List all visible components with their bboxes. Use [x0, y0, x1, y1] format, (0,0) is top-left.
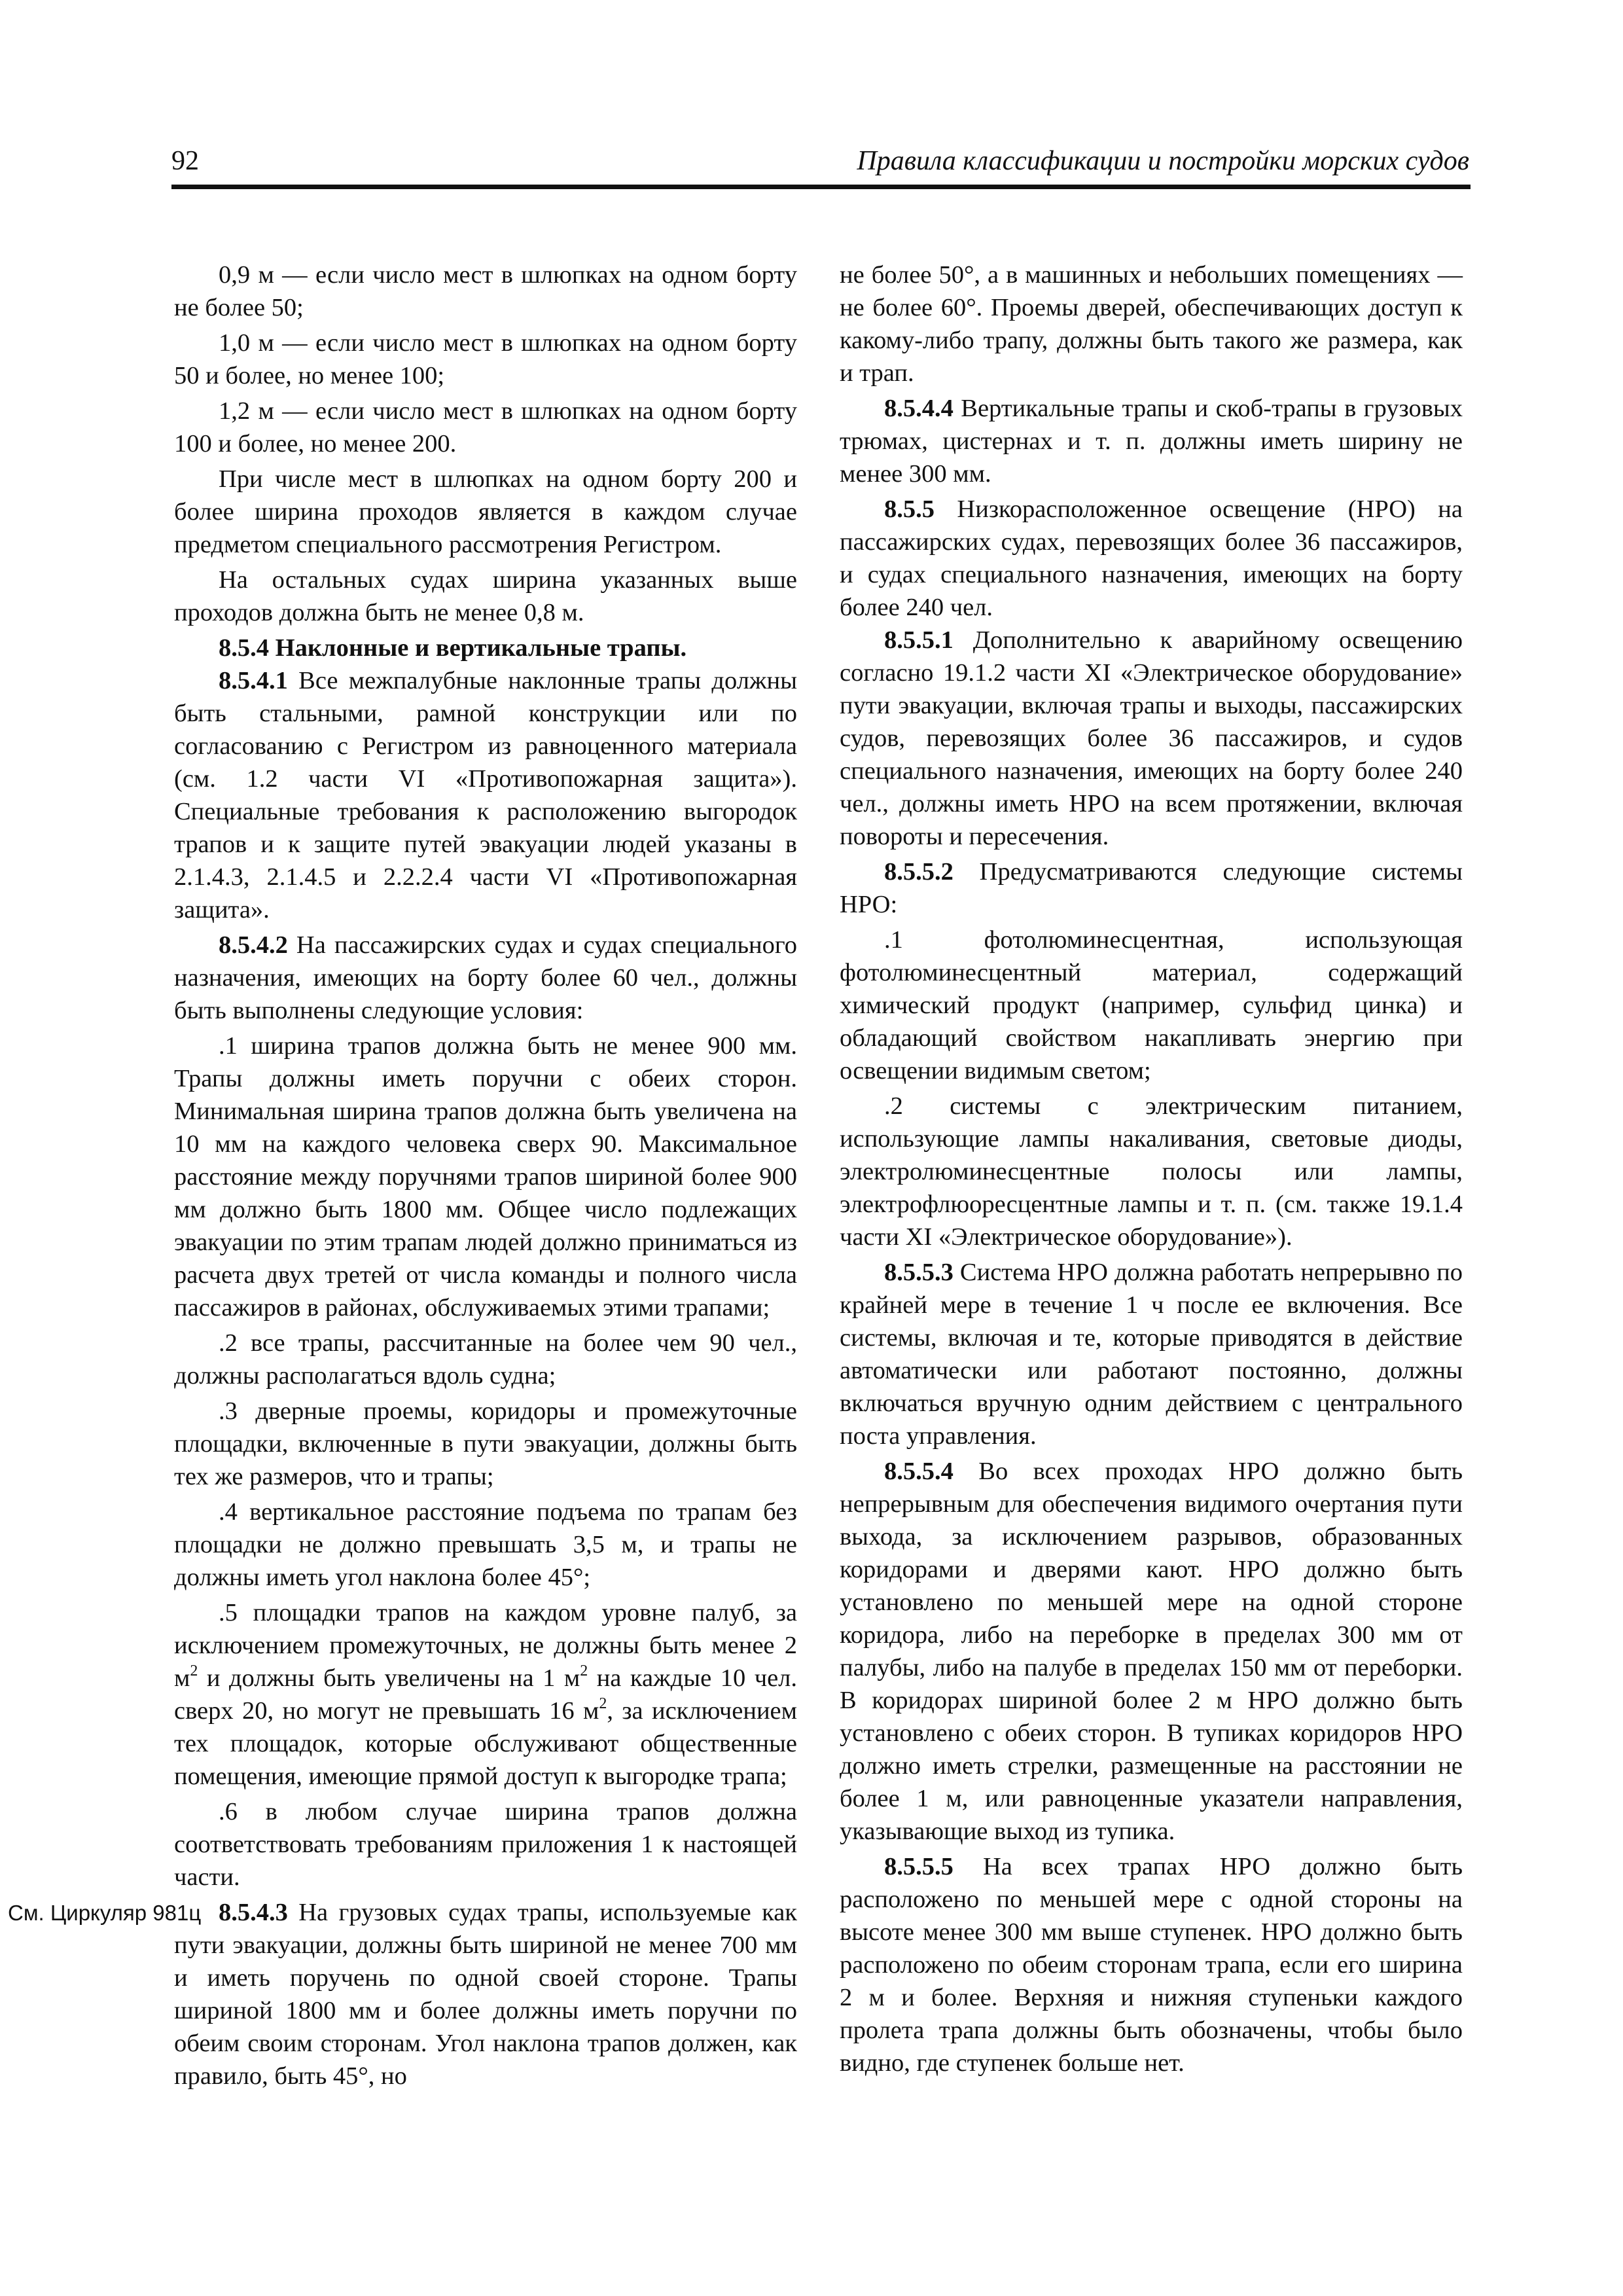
clause-number: 8.5.5.1: [884, 626, 954, 654]
clause-8-5-5-1: [840, 624, 1463, 853]
section-number: 8.5.4: [219, 634, 269, 662]
paragraph: 1,2 м — если число мест в шлюпках на одном борту 100 и более, но менее 200.: [174, 397, 797, 457]
clause-8-5-4-1: [174, 664, 797, 926]
clause-number: 8.5.5.5: [884, 1853, 954, 1880]
list-item: .4 вертикальное расстояние подъема по трапам без площадки не должно превышать 3,5 м, и трапы не должны иметь угол наклона более 45°;: [174, 1498, 797, 1591]
clause-number: 8.5.5.3: [884, 1259, 954, 1286]
clause-number: 8.5.5.2: [884, 858, 954, 886]
clause-text: На всех трапах НРО должно быть расположено по меньшей мере с одной стороны на высоте менее 300 мм выше ступенек. НРО должно быть расположено по обеим сторонам трапа, если его ширина 2 м и более. Верхняя и нижняя ступеньки каждого пролета трапа должны быть обозначены, чтобы было видно, где ступенек больше нет.: [840, 1853, 1463, 2077]
clause-number: 8.5.4.3: [219, 1899, 288, 1926]
clause-text: Дополнительно к аварийному освещению согласно 19.1.2 части XI «Электрическое оборудование» пути эвакуации, включая трапы и выходы, пассажирских судов, перевозящих более 36 пассажиров, и судов специального назначения, имеющих на борту более 240 чел., должны иметь НРО на всем протяжении, включая повороты и пересечения.: [840, 626, 1463, 850]
section-heading-8-5-5: [840, 493, 1463, 624]
list-item-text: и должны быть увеличены на 1 м: [198, 1664, 580, 1692]
section-title: Низкорасположенное освещение (НРО) на пассажирских судах, перевозящих более 36 пассажиров, и судах специального назначения, имеющих на борту более 240 чел.: [840, 495, 1463, 621]
paragraph: 0,9 м — если число мест в шлюпках на одном борту не более 50;: [174, 261, 797, 321]
clause-8-5-5-4: [840, 1455, 1463, 1848]
left-column: [174, 259, 797, 2095]
list-item: .6 в любом случае ширина трапов должна соответствовать требованиям приложения 1 к настоящей части.: [174, 1798, 797, 1891]
superscript: 2: [190, 1662, 198, 1679]
paragraph-continuation: не более 50°, а в машинных и небольших помещениях — не более 60°. Проемы дверей, обеспечивающих доступ к какому-либо трапу, должны быть такого же размера, как и трап.: [840, 261, 1463, 387]
clause-8-5-4-4: [840, 392, 1463, 490]
clause-number: 8.5.4.2: [219, 931, 288, 959]
page-header: [171, 145, 1471, 189]
list-item-text: , за исключением тех площадок, которые обслуживают общественные помещения, имеющие прямой доступ к выгородке трапа;: [174, 1697, 797, 1790]
clause-8-5-4-2: [174, 929, 797, 1027]
clause-number: 8.5.5.4: [884, 1458, 954, 1485]
clause-8-5-5-5: [840, 1850, 1463, 2079]
right-column: [840, 259, 1463, 2082]
section-heading-8-5-4: [174, 632, 797, 664]
list-item: .1 ширина трапов должна быть не менее 900 мм. Трапы должны иметь поручни с обеих сторон. Минимальная ширина трапов должна быть увеличена на 10 мм на каждого человека сверх 90. Максимальное расстояние между поручнями трапов шириной более 900 мм должно быть 1800 мм. Общее число подлежащих эвакуации по этим трапам людей должно приниматься из расчета двух третей от числа команды и полного числа пассажиров в районах, обслуживаемых этими трапами;: [174, 1032, 797, 1321]
clause-text: Предусматриваются следующие системы НРО:: [840, 858, 1463, 918]
clause-text: Во всех проходах НРО должно быть непрерывным для обеспечения видимого очертания пути выхода, за исключением разрывов, образованных коридорами и дверями кают. НРО должно быть установлено по меньшей мере на одной стороне коридора, либо на переборке в пределах 300 мм от палубы, либо на палубе в пределах 150 мм от переборки. В коридорах шириной более 2 м НРО должно быть установлено с обеих сторон. В тупиках коридоров НРО должно иметь стрелки, размещенные на расстоянии не более 1 м, или равноценные указатели направления, указывающие выход из тупика.: [840, 1458, 1463, 1845]
list-item: .2 системы с электрическим питанием, использующие лампы накаливания, световые диоды, электролюминесцентные полосы или лампы, электрофлюоресцентные лампы и т. п. (см. также 19.1.4 части XI «Электрическое оборудование»).: [840, 1092, 1463, 1251]
list-item: [174, 1596, 797, 1793]
clause-number: 8.5.4.1: [219, 667, 288, 694]
list-item: .2 все трапы, рассчитанные на более чем 90 чел., должны располагаться вдоль судна;: [174, 1329, 797, 1390]
clause-8-5-5-3: [840, 1256, 1463, 1452]
list-item: .1 фотолюминесцентная, использующая фотолюминесцентный материал, содержащий химический продукт (например, сульфид цинка) и обладающий свойством накапливать энергию при освещении видимым светом;: [840, 926, 1463, 1085]
list-item-text: на каждые 10 чел. сверх 20, но могут не превышать 16 м: [174, 1664, 797, 1725]
superscript: 2: [599, 1695, 607, 1712]
paragraph: При числе мест в шлюпках на одном борту 200 и более ширина проходов является в каждом случае предметом специального рассмотрения Регистром.: [174, 465, 797, 558]
clause-text: На грузовых судах трапы, используемые как пути эвакуации, должны быть шириной не менее 700 мм и иметь поручень по одной своей стороне. Трапы шириной 1800 мм и более должны иметь поручни по обеим своим сторонам. Угол наклона трапов должен, как правило, быть 45°, но: [174, 1899, 797, 2090]
list-item: .3 дверные проемы, коридоры и промежуточные площадки, включенные в пути эвакуации, должны быть тех же размеров, что и трапы;: [174, 1397, 797, 1490]
paragraph: 1,0 м — если число мест в шлюпках на одном борту 50 и более, но менее 100;: [174, 329, 797, 389]
clause-text: Система НРО должна работать непрерывно по крайней мере в течение 1 ч после ее включения. Все системы, включая и те, которые приводятся в действие автоматически или работают постоянно, должны включаться вручную одним действием с центрального поста управления.: [840, 1259, 1463, 1450]
page-number: 92: [171, 146, 199, 176]
paragraph: На остальных судах ширина указанных выше проходов должна быть не менее 0,8 м.: [174, 566, 797, 626]
superscript: 2: [580, 1662, 588, 1679]
clause-text: Все межпалубные наклонные трапы должны быть стальными, рамной конструкции или по согласованию с Регистром из равноценного материала (см. 1.2 части VI «Противопожарная защита»). Специальные требования к расположению выгородок трапов и к защите путей эвакуации людей указаны в 2.1.4.3, 2.1.4.5 и 2.2.2.4 части VI «Противопожарная защита».: [174, 667, 797, 924]
clause-8-5-4-3: [174, 1896, 797, 2092]
margin-note-circular: См. Циркуляр 981ц: [8, 1901, 202, 1925]
section-number: 8.5.5: [884, 495, 935, 523]
list-item-text: .5 площадки трапов на каждом уровне палуб, за исключением промежуточных, не должны быть менее 2 м: [174, 1599, 797, 1692]
running-title: Правила классификации и постройки морских судов: [857, 146, 1469, 176]
clause-text: Вертикальные трапы и скоб-трапы в грузовых трюмах, цистернах и т. п. должны иметь ширину не менее 300 мм.: [840, 395, 1463, 488]
clause-8-5-5-2: [840, 855, 1463, 921]
clause-number: 8.5.4.4: [884, 395, 954, 422]
section-title: Наклонные и вертикальные трапы.: [269, 634, 687, 662]
clause-text: На пассажирских судах и судах специального назначения, имеющих на борту более 60 чел., должны быть выполнены следующие условия:: [174, 931, 797, 1024]
